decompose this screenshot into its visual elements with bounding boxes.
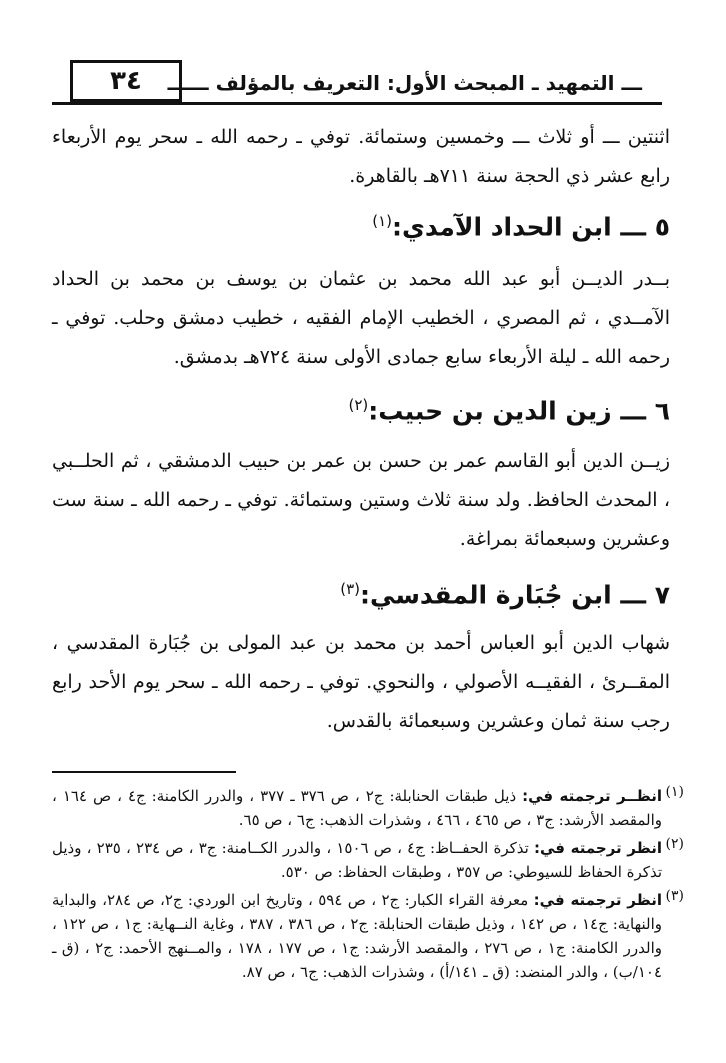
footnote-body: ذيل طبقات الحنابلة: ج٢ ، ص ٣٧٦ ـ ٣٧٧ ، والدرر الكامنة: ج٤ ، ص ١٦٤ ، والمقصد الأرشد: ج٣ ، ص ٤٦٥ ، ٤٦٦ ، وشذرات الذهب: ج٦ ، ص ٦٥. <box>52 787 662 829</box>
footnote-number: (٢) <box>665 836 684 852</box>
footnote-number: (١) <box>665 784 684 800</box>
footnote-ref: (٣) <box>340 580 361 598</box>
section-heading <box>52 396 670 425</box>
intro-block <box>52 118 670 196</box>
footnote-3 <box>52 888 684 984</box>
heading-text: ٥ ـــ ابن الحداد الآمدي: <box>392 212 670 242</box>
running-title: ـــ التمهيد ـ المبحث الأول: التعريف بالمؤلف ــــــ <box>167 71 642 95</box>
footnote-ref: (١) <box>372 212 392 230</box>
footnote-body: تذكرة الحفــاظ: ج٤ ، ص ١٥٠٦ ، والدرر الكــامنة: ج٣ ، ص ٢٣٤ ، ٢٣٥ ، وذيل تذكرة الحفاظ للسيوطي: ص ٣٥٧ ، وطبقات الحفاظ: ص ٥٣٠. <box>52 839 662 881</box>
footnote-number: (٣) <box>665 888 684 904</box>
section-5-body <box>52 260 670 377</box>
header-rule <box>52 102 662 105</box>
section-5 <box>52 212 670 241</box>
footnote-rule <box>52 771 236 773</box>
footnote-text <box>52 836 662 884</box>
section-heading <box>52 580 670 609</box>
footnote-text <box>52 888 662 984</box>
intro-paragraph: اثنتين ـــ أو ثلاث ـــ وخمسين وستمائة. توفي ـ رحمه الله ـ سحر يوم الأربعاء رابع عشر ذي الحجة سنة ٧١١هـ بالقاهرة. <box>52 126 670 187</box>
page-number: ٣٤ <box>70 60 182 102</box>
footnote-text <box>52 784 662 832</box>
footnote-1 <box>52 784 684 832</box>
heading-text: ٧ ـــ ابن جُبَارة المقدسي: <box>360 580 670 610</box>
footnote-ref: (٢) <box>348 396 369 414</box>
section-paragraph: بــدر الديــن أبو عبد الله محمد بن عثمان بن يوسف بن محمد بن الحداد الآمــدي ، ثم المصري ، الخطيب الإمام الفقيه ، خطيب دمشق وحلب. توفي ـ رحمه الله ـ ليلة الأربعاء سابع جمادى الأولى سنة ٧٢٤هـ بدمشق. <box>52 268 670 368</box>
section-6-body <box>52 442 670 559</box>
section-paragraph: زيــن الدين أبو القاسم عمر بن حسن بن عمر بن حبيب الدمشقي ، ثم الحلــبي ، المحدث الحافظ. ولد سنة ثلاث وستين وستمائة. توفي ـ رحمه الله ـ سنة ست وعشرين وسبعمائة بمراغة. <box>52 450 670 550</box>
section-paragraph: شهاب الدين أبو العباس أحمد بن محمد بن عبد المولى بن جُبَارة المقدسي ، المقــرئ ، الفقيــه الأصولي ، والنحوي. توفي ـ رحمه الله ـ سحر يوم الأحد رابع رجب سنة ثمان وعشرين وسبعمائة بالقدس. <box>52 632 670 732</box>
heading-text: ٦ ـــ زين الدين بن حبيب: <box>368 396 670 426</box>
footnote-2 <box>52 836 684 884</box>
footnote-lead: انظر ترجمته في: <box>533 891 663 909</box>
footnote-lead: انظر ترجمته في: <box>533 839 663 857</box>
page-header <box>52 60 662 106</box>
footnote-body: معرفة القراء الكبار: ج٢ ، ص ٥٩٤ ، وتاريخ ابن الوردي: ج٢، ص ٢٨٤، والبداية والنهاية: ج١٤ ، ص ١٤٢ ، وذيل طبقات الحنابلة: ج٢ ، ص ٣٨٦ ، ٣٨٧ ، وغاية النــهاية: ج١ ، ص ١٢٢ ، والدرر الكامنة: ج١ ، ص ٢٧٦ ، والمقصد الأرشد: ج١ ، ص ١٧٧ ، ١٧٨ ، والمــنهج الأحمد: ج٢ ، (ق ـ ١٠٤/ب) ، والدر المنضد: (ق ـ ١٤١/أ) ، وشذرات الذهب: ج٦ ، ص ٨٧. <box>52 891 663 981</box>
section-6 <box>52 396 670 425</box>
footnote-lead: انظــر ترجمته في: <box>522 787 663 805</box>
section-7 <box>52 580 670 609</box>
section-7-body <box>52 624 670 741</box>
section-heading <box>52 212 670 241</box>
